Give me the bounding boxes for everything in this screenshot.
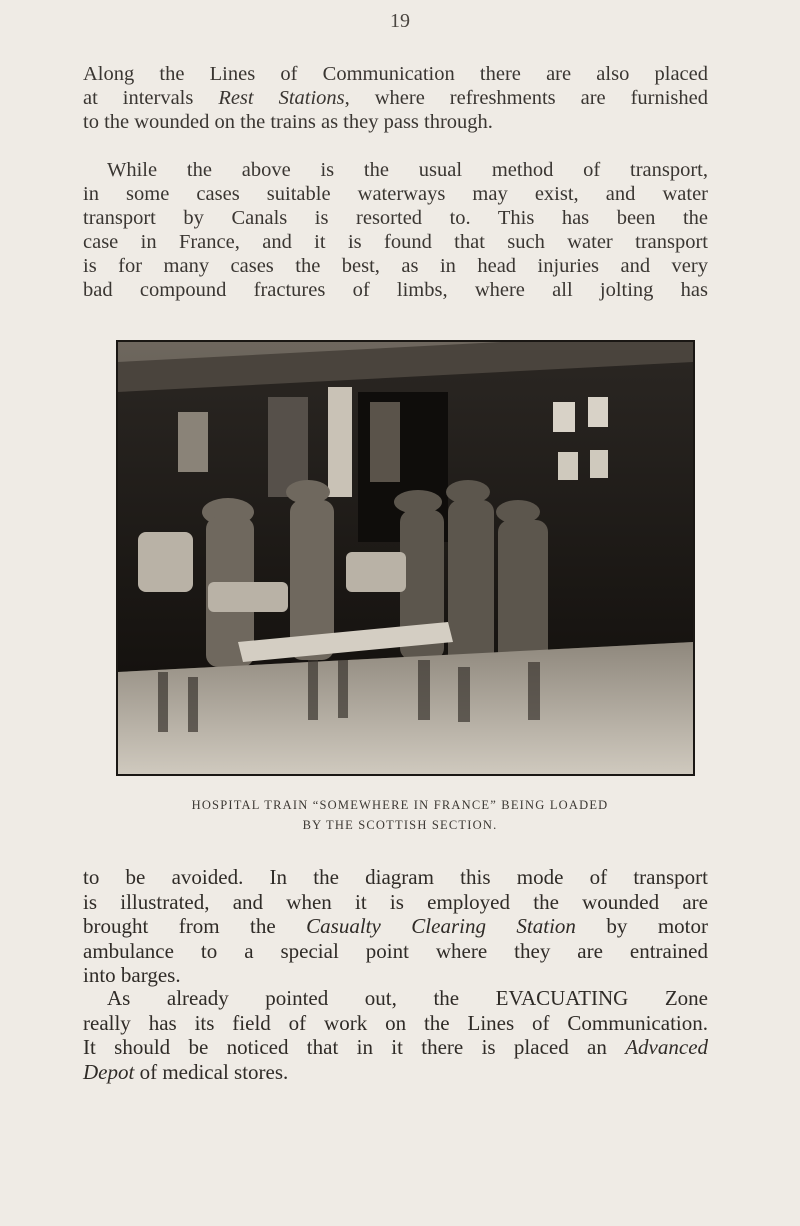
photo-illustration [118, 342, 693, 774]
paragraph-water-transport [83, 158, 708, 302]
page-number: 19 [390, 10, 410, 32]
text-line: really has its field of work on the Lines of Communication. [83, 1010, 708, 1035]
emphasis-depot: Depot [83, 1059, 135, 1084]
text-line: Along the Lines of Communication there are also placed [83, 63, 708, 85]
text-line: brought from the Casualty Clearing Station by motor [83, 914, 708, 938]
text-line: in some cases suitable waterways may exist, and water [83, 183, 708, 205]
text-line: Depot of medical stores. [83, 1059, 289, 1084]
photo-caption-line2: BY THE SCOTTISH SECTION. [302, 818, 498, 832]
photo-caption-line1: HOSPITAL TRAIN “SOMEWHERE IN FRANCE” BEING LOADED [191, 798, 609, 812]
text-line: case in France, and it is found that such water transport [83, 231, 708, 253]
text-line: As already pointed out, the EVACUATING Zone [107, 986, 708, 1010]
text-line: at intervals Rest Stations, where refreshments are furnished [83, 87, 709, 109]
text-line: While the above is the usual method of transport, [107, 159, 708, 181]
text-line: into barges. [83, 963, 181, 987]
text-line: transport by Canals is resorted to. This has been the [83, 207, 708, 229]
paragraph-rest-stations [83, 62, 708, 134]
paragraph-evacuating-zone [83, 986, 708, 1084]
emphasis-casualty-clearing-station: Casualty Clearing Station [306, 914, 576, 938]
emphasis-rest-stations: Rest Stations [218, 87, 345, 109]
text-line: to the wounded on the trains as they pass through. [83, 111, 493, 133]
text-line: It should be noticed that in it there is placed an Advanced [83, 1035, 709, 1059]
text-line: to be avoided. In the diagram this mode of transport [83, 865, 708, 889]
text-line: is illustrated, and when it is employed the wounded are [83, 889, 708, 914]
text-line: bad compound fractures of limbs, where all jolting has [83, 279, 708, 301]
photograph-hospital-train [116, 340, 695, 776]
paragraph-diagram [83, 865, 708, 988]
text-line: is for many cases the best, as in head injuries and very [83, 255, 708, 277]
emphasis-advanced: Advanced [625, 1035, 709, 1059]
text-line: ambulance to a special point where they are entrained [83, 938, 708, 963]
